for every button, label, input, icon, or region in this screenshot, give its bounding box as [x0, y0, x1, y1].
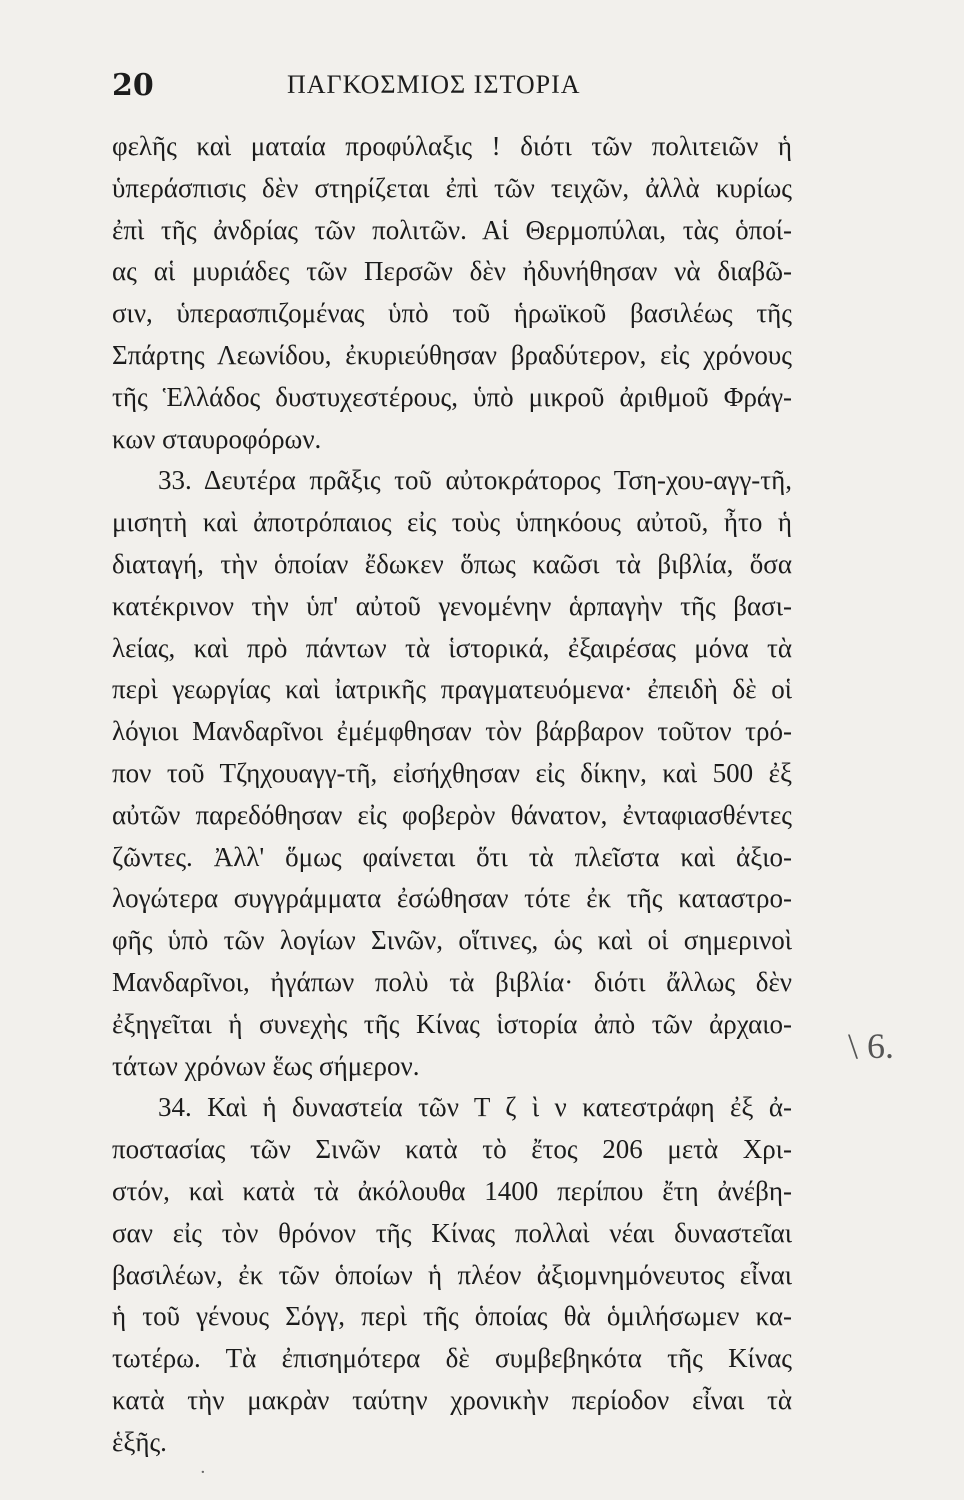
text-line: ἐπὶ τῆς ἀνδρίας τῶν πολιτῶν. Αἱ Θερμοπύλαι, τὰς ὁποί- — [112, 214, 792, 245]
text-line: κατὰ τὴν μακρὰν ταύτην χρονικὴν περίοδον εἶναι τὰ — [112, 1384, 792, 1415]
text-line: ζῶντες. Ἀλλ' ὅμως φαίνεται ὅτι τὰ πλεῖστα καὶ ἀξιο- — [112, 841, 792, 872]
page-header — [112, 68, 792, 108]
text-line: ποστασίας τῶν Σινῶν κατὰ τὸ ἔτος 206 μετὰ Χρι- — [112, 1134, 792, 1165]
text-line: τῆς Ἑλλάδος δυστυχεστέρους, ὑπὸ μικροῦ ἀριθμοῦ Φράγ- — [112, 381, 792, 412]
text-line: φῆς ὑπὸ τῶν λογίων Σινῶν, οἵτινες, ὡς καὶ οἱ σημερινοὶ — [112, 925, 792, 956]
text-line: τωτέρω. Τὰ ἐπισημότερα δὲ συμβεβηκότα τῆς Κίνας — [112, 1343, 792, 1374]
text-line: σιν, ὑπερασπιζομένας ὑπὸ τοῦ ἡρωϊκοῦ βασιλέως τῆς — [112, 298, 792, 329]
text-line: τάτων χρόνων ἕως σήμερον. — [112, 1050, 420, 1081]
text-line: Μανδαρῖνοι, ἠγάπων πολὺ τὰ βιβλία· διότι ἄλλως δὲν — [112, 966, 792, 997]
paragraph-33-start: 33. Δευτέρα πρᾶξις τοῦ αὐτοκράτορος Τση-χου-αγγ-τῆ, — [158, 465, 792, 496]
text-line: ὑπεράσπισις δὲν στηρίζεται ἐπὶ τῶν τειχῶν, ἀλλὰ κυρίως — [112, 172, 792, 203]
text-line: περὶ γεωργίας καὶ ἰατρικῆς πραγματευόμενα· ἐπειδὴ δὲ οἱ — [112, 674, 792, 705]
running-title: ΠΑΓΚΟΣΜΙΟΣ ΙΣΤΟΡΙΑ — [287, 70, 581, 99]
text-line: κατέκρινον τὴν ὑπ' αὐτοῦ γενομένην ἁρπαγὴν τῆς βασι- — [112, 590, 792, 621]
text-line: κων σταυροφόρων. — [112, 423, 322, 454]
ink-speck: · — [200, 1462, 206, 1483]
text-line: διαταγή, τὴν ὁποίαν ἔδωκεν ὅπως καῶσι τὰ βιβλία, ὅσα — [112, 548, 792, 579]
text-line: λογώτερα συγγράμματα ἐσώθησαν τότε ἐκ τῆς καταστρο- — [112, 883, 792, 914]
text-line: στόν, καὶ κατὰ τὰ ἀκόλουθα 1400 περίπου ἔτη ἀνέβη- — [112, 1175, 792, 1206]
text-line: Σπάρτης Λεωνίδου, ἐκυριεύθησαν βραδύτερον, εἰς χρόνους — [112, 339, 792, 370]
text-line: λόγιοι Μανδαρῖνοι ἐμέμφθησαν τὸν βάρβαρον τοῦτον τρό- — [112, 716, 792, 747]
text-line: ἡ τοῦ γένους Σόγγ, περὶ τῆς ὁποίας θὰ ὁμιλήσωμεν κα- — [112, 1301, 792, 1332]
text-line: πον τοῦ Τζηχουαγγ-τῆ, εἰσήχθησαν εἰς δίκην, καὶ 500 ἐξ — [112, 757, 792, 788]
text-line: λείας, καὶ πρὸ πάντων τὰ ἱστορικά, ἐξαιρέσας μόνα τὰ — [112, 632, 792, 663]
text-line: φελῆς καὶ ματαία προφύλαξις ! διότι τῶν πολιτειῶν ἡ — [112, 131, 792, 161]
text-line: μισητὴ καὶ ἀποτρόπαιος εἰς τοὺς ὑπηκόους αὐτοῦ, ἦτο ἡ — [112, 507, 792, 538]
text-line: ἐξηγεῖται ἡ συνεχὴς τῆς Κίνας ἱστορία ἀπὸ τῶν ἀρχαιο- — [112, 1008, 792, 1039]
margin-annotation: \ 6. — [848, 1026, 895, 1066]
text-body — [112, 126, 792, 1464]
text-line: αὐτῶν παρεδόθησαν εἰς φοβερὸν θάνατον, ἐνταφιασθέντες — [112, 799, 792, 830]
text-line: βασιλέων, ἐκ τῶν ὁποίων ἡ πλέον ἀξιομνημόνευτος εἶναι — [112, 1259, 792, 1290]
page-number: 20 — [112, 68, 154, 103]
text-line: σαν εἰς τὸν θρόνον τῆς Κίνας πολλαὶ νέαι δυναστεῖαι — [112, 1217, 792, 1248]
paragraph-34-start: 34. Καὶ ἡ δυναστεία τῶν Τ ζ ὶ ν κατεστράφη ἐξ ἀ- — [158, 1092, 792, 1123]
text-line: ἑξῆς. — [112, 1426, 167, 1457]
text-line: ας αἱ μυριάδες τῶν Περσῶν δὲν ἠδυνήθησαν νὰ διαβῶ- — [112, 256, 792, 287]
